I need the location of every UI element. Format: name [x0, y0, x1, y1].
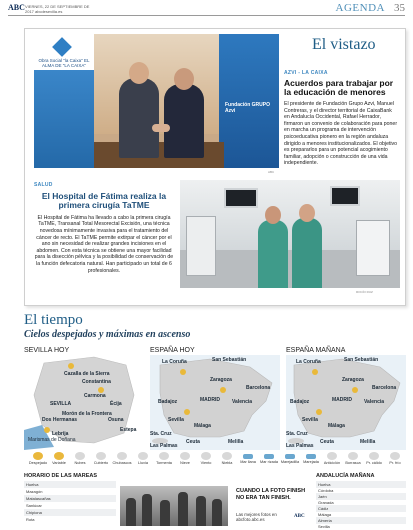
legend-item: Marejada — [297, 452, 325, 464]
legend-item: Tormenta — [150, 452, 178, 465]
swell-icon — [306, 454, 316, 459]
banner-fundacion-text: Fundación GRUPO Azvi — [225, 102, 270, 114]
weather-symbol — [180, 369, 186, 375]
vistazo-title: El vistazo — [312, 36, 376, 53]
legend-item: Lluvia — [129, 452, 157, 465]
table-row: Córdoba — [318, 488, 334, 493]
city-label: Las Palmas — [150, 443, 178, 449]
weather-symbol — [312, 369, 318, 375]
banner-fundacion-azvi — [219, 34, 279, 168]
city-label: Cazalla de la Sierra — [64, 371, 110, 377]
legend-item: Nubes — [66, 452, 94, 465]
city-label: Dos Hermanas — [42, 417, 78, 423]
article-hospital-headline[interactable]: El Hospital de Fátima realiza la primera cirugía TaTME — [41, 191, 167, 211]
medical-machine — [186, 216, 216, 276]
banner-obra-social-text: Obra Social "la Caixa" EL ALMA DE "LA CAIXA" — [38, 58, 90, 68]
wind-icon — [201, 452, 211, 460]
photo-finish-image[interactable] — [120, 486, 228, 526]
banner-obra-social — [34, 34, 94, 168]
city-label: Valencia — [364, 399, 385, 405]
weather-symbol — [44, 427, 50, 433]
city-label: Zaragoza — [210, 377, 232, 383]
surgeon-left-head — [265, 206, 281, 224]
city-label: Osuna — [108, 417, 124, 423]
warm-front-icon — [369, 452, 379, 460]
article-azvi-tag: AZVI - LA CAIXA — [284, 70, 328, 76]
city-label: Sta. Cruz — [150, 431, 172, 437]
table-row: Almería — [316, 517, 406, 524]
light-swell-icon — [285, 454, 295, 459]
city-label: Ceuta — [186, 439, 200, 445]
city-label: Sevilla — [302, 417, 318, 423]
ad-subtitle[interactable]: Las mejores fotos en abcfoto.abc.es — [236, 512, 277, 522]
city-label: Barcelona — [372, 385, 397, 391]
medical-cart — [356, 220, 390, 276]
city-label: Málaga — [194, 423, 211, 429]
tiempo-subtitle: Cielos despejados y máximas en ascenso — [24, 329, 191, 340]
legend-item: Despejado — [24, 452, 52, 465]
city-label: Écija — [110, 401, 122, 407]
ad-logo: ABC — [294, 514, 305, 519]
legend-item: Mar llana — [234, 452, 262, 464]
article-hospital — [34, 182, 174, 274]
table-row: Huelva — [24, 481, 116, 488]
runner-figure — [196, 496, 206, 526]
tiempo-title: El tiempo — [24, 312, 83, 328]
city-label: Morón de la Frontera — [62, 411, 112, 417]
person-left — [119, 78, 159, 158]
city-label: MADRID — [332, 397, 352, 403]
signing-table — [94, 142, 224, 168]
surgeon-left — [258, 220, 288, 288]
tides-title: HORARIO DE LAS MAREAS — [24, 473, 98, 479]
handshake — [152, 124, 170, 132]
weather-symbol — [220, 387, 226, 393]
city-label: San Sebastián — [212, 357, 247, 363]
legend-item: Cubierto — [87, 452, 115, 465]
city-label: Las Palmas — [286, 443, 314, 449]
city-label: Melilla — [360, 439, 376, 445]
city-label: La Coruña — [162, 359, 187, 365]
weather-symbol — [352, 387, 358, 393]
city-label: SEVILLA — [50, 401, 72, 407]
monitor-left — [224, 188, 258, 208]
legend-item: Pr. frío — [381, 452, 409, 465]
page-number: 35 — [394, 2, 405, 14]
table-row: Sevilla — [318, 524, 330, 529]
monitor-right — [330, 186, 360, 206]
anticyclone-icon — [327, 452, 337, 460]
article-azvi-body: El presidente de Fundación Grupo Azvi, Manuel Contreras, y el director territorial de CaixaBank en Andalucía Occidental, Rafael Herrador, firmaron un convenio de colaboración para poner en marcha un programa de intervención psicoeducativa pionero en la región andaluza dirigido a menores institucionalizados. El objetivo es prepararlos para un potencial acogimiento familiar, adopción o construcción de una vida independiente. — [284, 101, 398, 167]
showers-icon — [117, 452, 127, 460]
map-sevilla-shape — [24, 355, 144, 450]
snow-icon — [180, 452, 190, 460]
article-azvi-headline[interactable]: Acuerdos para trabajar por la educación de menores — [284, 78, 394, 97]
calm-sea-icon — [243, 454, 253, 459]
star-logo-icon — [52, 37, 72, 57]
sun-icon — [33, 452, 43, 460]
photo1-credit: ABC — [268, 170, 275, 174]
person-left-head — [129, 62, 149, 84]
city-label: Constantina — [82, 379, 111, 385]
photo-finish-ad[interactable] — [232, 486, 312, 526]
runner-figure — [212, 499, 222, 526]
table-row: Rota — [26, 517, 35, 522]
city-label: Ceuta — [320, 439, 334, 445]
table-row: Málaga — [318, 512, 332, 517]
low-pressure-icon — [348, 452, 358, 460]
city-label: Badajoz — [158, 399, 178, 405]
legend-item: Marejadilla — [276, 452, 304, 464]
city-label: Valencia — [232, 399, 253, 405]
partly-cloudy-icon — [54, 452, 64, 460]
photo-agreement-signing[interactable] — [34, 34, 279, 168]
city-label: Marismas de Doñana — [28, 437, 76, 443]
masthead — [8, 3, 405, 16]
map-title-espana-hoy: ESPAÑA HOY — [150, 347, 195, 354]
surgeon-right-head — [299, 204, 315, 222]
city-label: MADRID — [200, 397, 220, 403]
city-label: Estepa — [120, 427, 137, 433]
legend-item: Mar rizada — [255, 452, 283, 464]
ad-title: CUANDO LA FOTO FINISH NO ERA TAN FINISH. — [236, 488, 306, 501]
rippled-sea-icon — [264, 454, 274, 459]
legend-item: Nieve — [171, 452, 199, 465]
dateline: VIERNES, 22 DE SEPTIEMBRE DE 2017 abcdesevilla.es — [25, 4, 90, 14]
runner-figure — [126, 498, 136, 526]
person-right-head — [174, 68, 194, 90]
article-hospital-body: El Hospital de Fátima ha llevado a cabo la primera cirugía TaTME, Transanal Total Mesorectal Excisión, una técnica novedosa mínimamente invasiva para el tratamiento del cáncer de recto. El TaTME permite extirpar el cáncer por el ano sin necesidad de realizar grandes incisiones en el abdomen. Con esta técnica se obtiene una mayor facilidad para la disección pélvica y la posibilidad de conservación de la función defecatoria natural. Han participado un total de 6 profesionales. — [34, 214, 174, 274]
surgeon-right — [292, 218, 322, 288]
photo-surgery-team[interactable] — [180, 180, 400, 288]
table-row: Jaén — [316, 493, 406, 500]
legend-item: Chubascos — [108, 452, 136, 465]
runner-figure — [178, 492, 188, 526]
weather-symbol — [184, 409, 190, 415]
map-title-espana-manana: ESPAÑA MAÑANA — [286, 347, 346, 354]
table-row: Mazagón — [26, 489, 43, 494]
city-label: San Sebastián — [344, 357, 379, 363]
banner-stripe — [34, 70, 94, 168]
person-right — [164, 84, 204, 158]
legend-item: Anticiclón — [318, 452, 346, 465]
city-label: Zaragoza — [342, 377, 364, 383]
city-label: Sevilla — [168, 417, 184, 423]
weather-legend — [24, 452, 406, 470]
storm-icon — [159, 452, 169, 460]
city-label: Badajoz — [290, 399, 310, 405]
legend-item: Pr. cálido — [360, 452, 388, 465]
andalucia-title: ANDALUCÍA MAÑANA — [316, 473, 375, 479]
table-row: Huelva — [316, 481, 406, 488]
article-hospital-tag: SALUD — [34, 182, 53, 188]
map-espana-manana[interactable] — [286, 355, 406, 450]
overcast-icon — [96, 452, 106, 460]
city-label: La Coruña — [296, 359, 321, 365]
runner-figure — [160, 500, 170, 526]
brand-logo[interactable]: ABC — [8, 3, 25, 12]
map-title-sevilla-hoy: SEVILLA HOY — [24, 347, 70, 354]
city-label: Sta. Cruz — [286, 431, 308, 437]
table-row: Cádiz — [316, 505, 406, 512]
cold-front-icon — [390, 452, 400, 460]
city-label: Málaga — [328, 423, 345, 429]
map-sevilla[interactable] — [24, 355, 144, 450]
city-label: Barcelona — [246, 385, 271, 391]
rain-icon — [138, 452, 148, 460]
weather-symbol — [68, 363, 74, 369]
article-azvi — [284, 70, 398, 167]
table-row: Granada — [318, 500, 334, 505]
legend-item: Niebla — [213, 452, 241, 465]
cloud-icon — [75, 452, 85, 460]
table-row: Chipiona — [24, 509, 116, 516]
city-label: Melilla — [228, 439, 244, 445]
weather-symbol — [316, 409, 322, 415]
legend-item: Viento — [192, 452, 220, 465]
table-row: Sanlúcar — [26, 503, 42, 508]
table-row: Matalascañas — [24, 495, 116, 502]
photo2-credit: ROCÍO RUZ — [356, 290, 373, 294]
city-label: Carmona — [84, 393, 106, 399]
legend-item: Borrasca — [339, 452, 367, 465]
map-espana-hoy[interactable] — [150, 355, 280, 450]
section-label: AGENDA — [335, 2, 385, 14]
city-label: Lebrija — [52, 431, 69, 437]
legend-item: Variable — [45, 452, 73, 465]
runner-figure — [142, 494, 152, 526]
fog-icon — [222, 452, 232, 460]
